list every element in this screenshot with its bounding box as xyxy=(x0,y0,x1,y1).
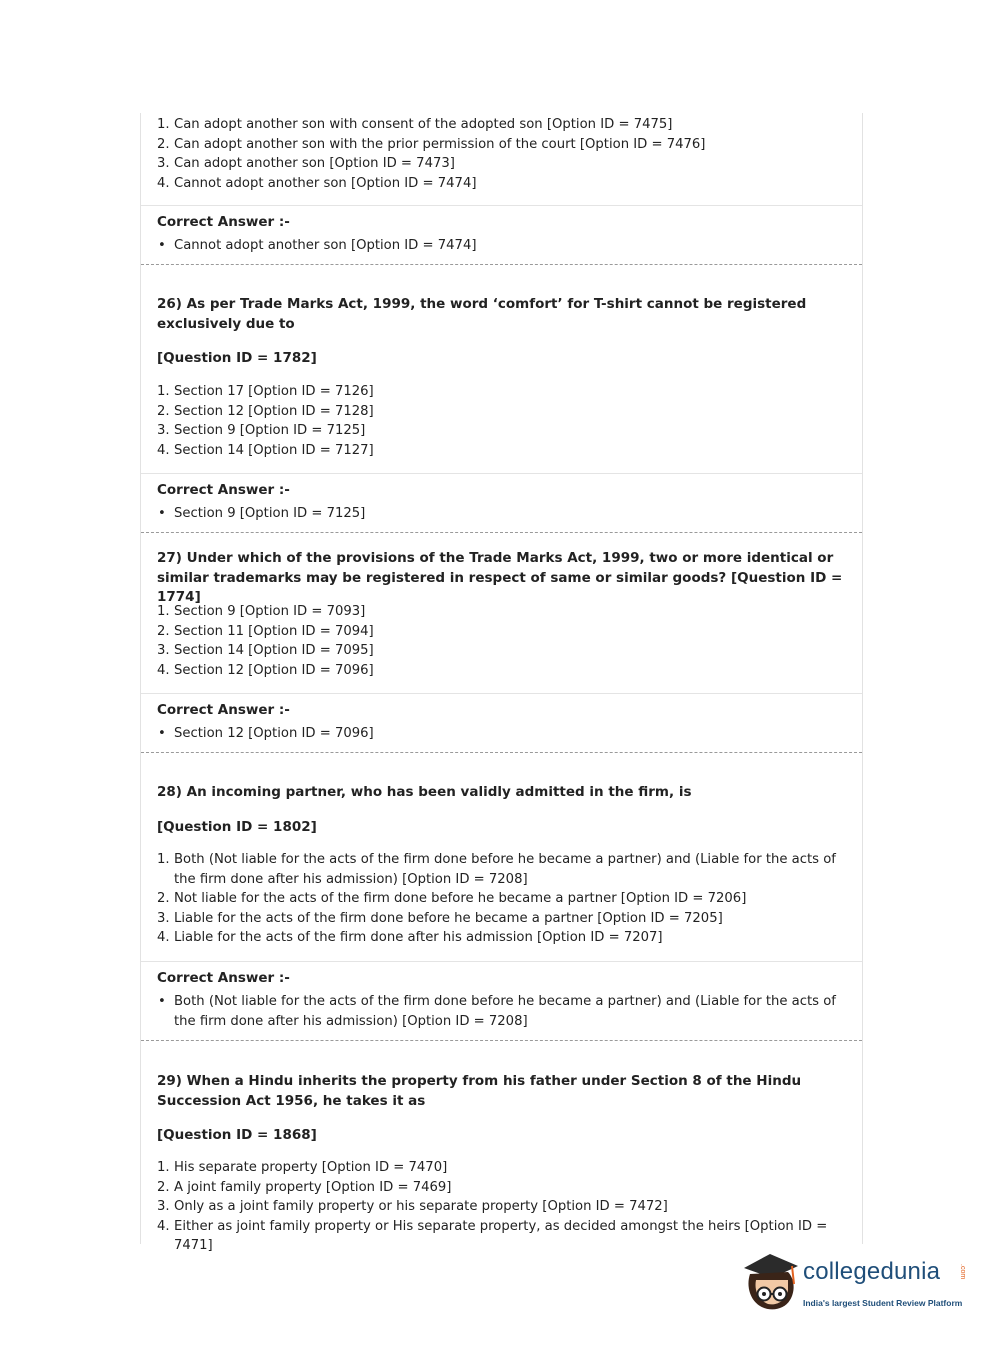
q25-options xyxy=(141,115,862,193)
q29-option-1: 1. His separate property [Option ID = 7470] xyxy=(157,1160,448,1175)
q27-correct-answer: Correct Answer :- • Section 12 [Option ID = 7096] xyxy=(141,701,862,744)
q26-question-id: [Question ID = 1782] xyxy=(157,350,317,366)
q29-option-4: 4. Either as joint family property or His separate property, as decided amongst the heirs [Option ID = 7471] xyxy=(157,1218,828,1253)
question-separator xyxy=(141,752,862,753)
question-separator xyxy=(141,532,862,533)
q26-question: 26) As per Trade Marks Act, 1999, the word ‘comfort’ for T-shirt cannot be registered exclusively due to xyxy=(157,296,807,332)
logo-tagline: India's largest Student Review Platform xyxy=(803,1298,963,1308)
bullet-icon: • xyxy=(158,994,166,1009)
q25-option-3: 3. Can adopt another son [Option ID = 7473] xyxy=(157,156,455,171)
q28-question-id: [Question ID = 1802] xyxy=(157,819,317,835)
q28-correct-answer: Correct Answer :- • Both (Not liable for the acts of the firm done before he became a partner) and (Liable for the acts of the firm done after his admission) [Option ID = 7208] xyxy=(141,969,862,1032)
question-separator xyxy=(141,264,862,265)
q25-correct-answer: Correct Answer :- • Cannot adopt another son [Option ID = 7474] xyxy=(141,213,862,256)
q25-option-2: 2. Can adopt another son with the prior permission of the court [Option ID = 7476] xyxy=(157,136,706,152)
q29-question-id: [Question ID = 1868] xyxy=(157,1127,317,1143)
divider xyxy=(141,693,862,694)
q26-option-3: 3. Section 9 [Option ID = 7125] xyxy=(157,423,366,438)
q26-option-4: 4. Section 14 [Option ID = 7127] xyxy=(157,442,374,458)
mascot-icon xyxy=(740,1250,802,1318)
q26-option-1: 1. Section 17 [Option ID = 7126] xyxy=(157,384,374,399)
q26-options xyxy=(141,382,862,460)
q29-option-3: 3. Only as a joint family property or his separate property [Option ID = 7472] xyxy=(157,1199,668,1214)
q28-option-3: 3. Liable for the acts of the firm done before he became a partner [Option ID = 7205] xyxy=(157,910,723,926)
q27-question: 27) Under which of the provisions of the Trade Marks Act, 1999, two or more identical or similar trademarks may be registered in respect of same or similar goods? [Question ID = 1774] xyxy=(157,550,843,605)
divider xyxy=(141,961,862,962)
q29-question: 29) When a Hindu inherits the property from his father under Section 8 of the Hindu Succession Act 1956, he takes it as xyxy=(157,1073,802,1109)
question-separator xyxy=(141,1040,862,1041)
q26-correct-answer: Correct Answer :- • Section 9 [Option ID = 7125] xyxy=(141,481,862,524)
logo-wordmark: collegedunia xyxy=(803,1258,941,1285)
q25-option-1: 1. Can adopt another son with consent of the adopted son [Option ID = 7475] xyxy=(157,117,673,132)
bullet-icon: • xyxy=(158,238,166,253)
q28-option-4: 4. Liable for the acts of the firm done after his admission [Option ID = 7207] xyxy=(157,930,663,945)
correct-answer-item: • Section 9 [Option ID = 7125] xyxy=(157,504,846,524)
divider xyxy=(141,205,862,206)
logo-suffix: .com xyxy=(959,1264,966,1280)
q29-option-2: 2. A joint family property [Option ID = 7469] xyxy=(157,1179,452,1195)
correct-answer-item: • Section 12 [Option ID = 7096] xyxy=(157,724,846,744)
q28-option-2: 2. Not liable for the acts of the firm done before he became a partner [Option ID = 7206] xyxy=(157,891,747,906)
bullet-icon: • xyxy=(158,726,166,741)
q27-options xyxy=(141,602,862,680)
q25-option-4: 4. Cannot adopt another son [Option ID = 7474] xyxy=(157,175,477,191)
correct-answer-item: • Cannot adopt another son [Option ID = 7474] xyxy=(157,236,846,256)
q27-option-3: 3. Section 14 [Option ID = 7095] xyxy=(157,643,374,658)
q28-options xyxy=(141,850,862,948)
q28-question: 28) An incoming partner, who has been validly admitted in the firm, is xyxy=(157,784,692,800)
question-paper-page xyxy=(140,113,863,1253)
collegedunia-logo xyxy=(740,1250,970,1320)
q28-option-1: 1. Both (Not liable for the acts of the firm done before he became a partner) and (Liable for the acts of the firm done after his admission) [Option ID = 7208] xyxy=(157,852,836,887)
q27-option-2: 2. Section 11 [Option ID = 7094] xyxy=(157,623,374,639)
bullet-icon: • xyxy=(158,506,166,521)
q27-option-4: 4. Section 12 [Option ID = 7096] xyxy=(157,662,374,678)
divider xyxy=(141,473,862,474)
correct-answer-item: • Both (Not liable for the acts of the firm done before he became a partner) and (Liable for the acts of the firm done after his admission) [Option ID = 7208] xyxy=(158,994,836,1029)
q26-option-2: 2. Section 12 [Option ID = 7128] xyxy=(157,403,374,419)
q27-option-1: 1. Section 9 [Option ID = 7093] xyxy=(157,604,366,619)
q29-options xyxy=(141,1158,862,1256)
